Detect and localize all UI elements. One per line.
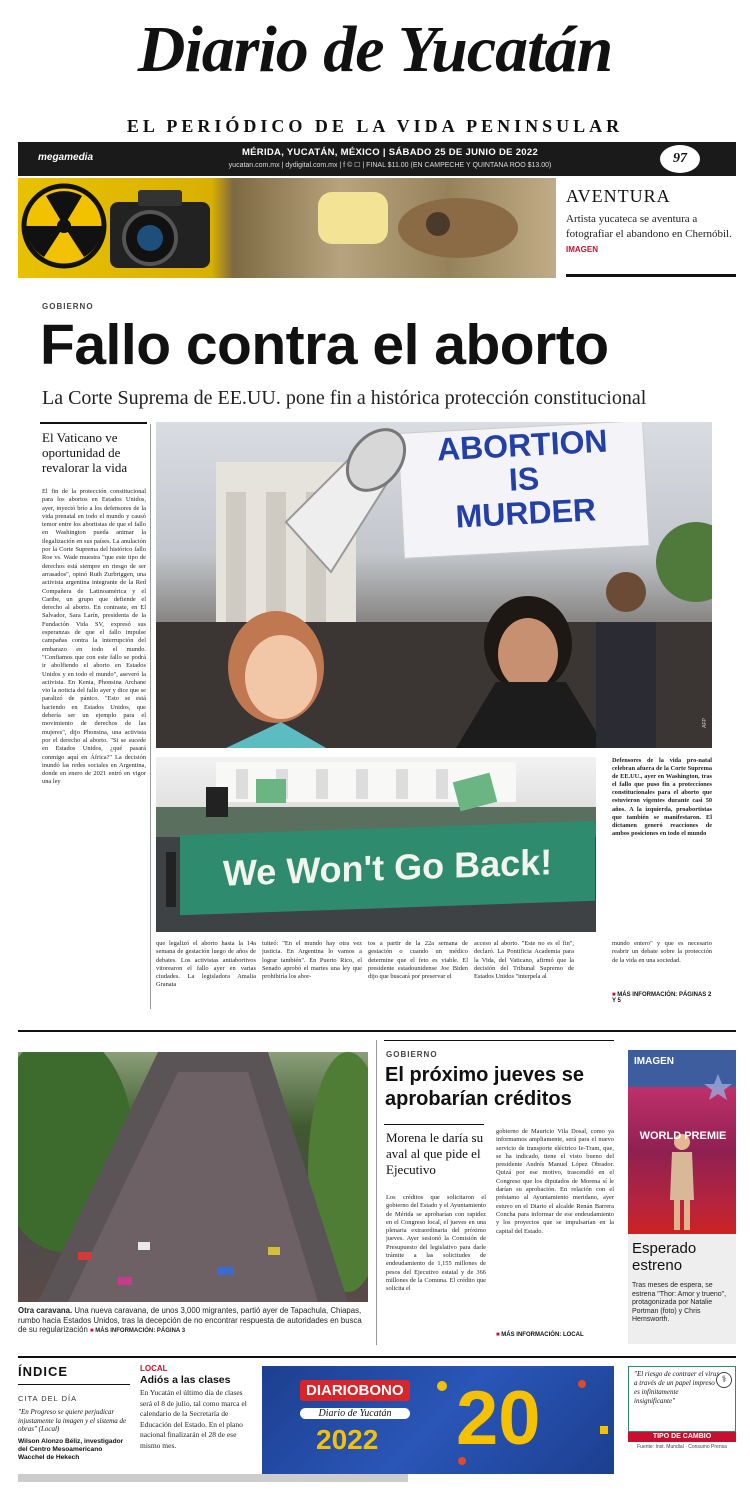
cita-author: Wilson Alonzo Béliz, investigador del Centro Mesoamericano Wacchel de Hekech <box>18 1438 124 1461</box>
cita-label: CITA DEL DÍA <box>18 1394 78 1403</box>
teaser-tag: IMAGEN <box>566 245 598 254</box>
section-rule <box>18 1030 736 1032</box>
story2-col-1: Los créditos que solicitaron el gobierno del Estado y el Ayuntamiento de Mérida se aprobarían con rapidez en el Congreso local, el jueves en una plenaria extraordinaria del próximo jueves. Ayer sesionó la Comisión de Presupuesto del legislativo para darle trámite a las solicitudes de endeudamiento de 1,155 millones de pesos del Ejecutivo estatal y de 366 millones de la Comuna. El crédito que solicita el <box>386 1194 486 1293</box>
photo-credit: AFP <box>701 718 708 728</box>
imagen-title[interactable]: Esperado estreno <box>632 1240 697 1274</box>
tipo-label[interactable]: TIPO DE CAMBIO <box>628 1432 736 1442</box>
imagen-scene <box>628 1050 736 1234</box>
dateline: MÉRIDA, YUCATÁN, MÉXICO | SÁBADO 25 DE JUNIO DE 2022 <box>241 147 539 158</box>
tipo-quote: "El riesgo de contraer el virus a través de un papel impreso es infinitamente insignificante" <box>634 1370 720 1405</box>
local-title[interactable]: Adiós a las clases <box>140 1374 231 1386</box>
caravan-caption-text: Una nueva caravana, de unos 3,000 migrantes, partió ayer de Tapachula, Chiapas, rumbo hacia Estados Unidos, tras la decepción de no encontrar respuesta de autoridades en busca de su regularización <box>18 1306 362 1335</box>
col-divider <box>150 424 151 1009</box>
local-label[interactable]: LOCAL <box>140 1364 168 1373</box>
sign-text <box>401 422 646 536</box>
ad-script: Diario de Yucatán <box>300 1408 410 1419</box>
story2-sub-rule <box>384 1124 484 1125</box>
teaser-text-body: Artista yucateca se aventura a fotografiar el abandono en Chernóbil. <box>566 213 732 240</box>
lead-sidebar-rule <box>40 422 147 424</box>
teaser-photo[interactable] <box>18 178 556 278</box>
lead-bottom-col-5: mundo entero" y que es necesario reabrir un debate sobre la protección de la vida en una sociedad. <box>612 940 712 964</box>
imagen-text: Tras meses de espera, se estrena "Thor: Amor y trueno", protagonizada por Natalie Portman (foto) y Chris Hemsworth. <box>632 1282 727 1324</box>
sign-line-2: IS <box>507 460 541 498</box>
lead-headline[interactable]: Fallo contra el aborto <box>40 313 609 377</box>
cita-quote: "En Progreso se quiere perjudicar injustamente la imagen y el sistema de obras" (Local) <box>18 1408 127 1433</box>
sidebar-title[interactable]: El Vaticano ve oportunidad de revalorar la vida <box>42 430 128 475</box>
story2-rule <box>384 1040 614 1041</box>
imagen-backdrop-text: WORLD PREMIE <box>639 1130 727 1142</box>
lead-col1: El fin de la protección constitucional para los abortos en Estados Unidos, ayer, inyectó brío a los defensores de la vida prenatal en todo el mundo y causó temor entre los abortistas de que el fallo en Washington pueda animar la ilegalización en sus países. La anulación por la Corte Suprema del histórico fallo Roe vs. Wade muestra "que este tipo de derechos está siempre en riesgo de ser arrasados", opinó Ruth Zurbriggen, una activista argentina integrante de la Red Compañera de Latinoamérica y el Caribe, un grupo que defiende el derecho al aborto. En contraste, en El Salvador, Sara Larín, presidenta de la Fundación Vida SV, expresó sus esperanzas de que el fallo impulse campañas contra la interrupción del embarazo en todo el mundo. "Confiamos que con este fallo se podrá ir abolfiendo el aborto en Estados Unidos y en todo el mundo", aseveró la activista. En Kenia, Phonsina Archane vio la noticia del fallo ayer y dice que se paralizó de pánico. "Esto se está haciendo en Estados Unidos, que debería ser un ejemplo para el movimiento de derechos de las mujeres", dijo Phonsina, una activista por el derecho al aborto. "Si se sucede en Estados Unidos, ¿qué pasará conmigo aquí en África?" La decisión inundó las redes sociales en Argentina, donde en enero de 2021 entró en vigor una ley <box>42 488 146 786</box>
lead-bottom-col-4: acceso al aborto. "Este no es el fin", declaró. La Pontificia Academia para la Vida, del Vaticano, afirmó que la decisión del Tribunal Supremo de Estados Unidos "interpela al <box>474 940 574 981</box>
story2-divider <box>376 1040 377 1345</box>
lead-more-info[interactable]: ■ MÁS INFORMACIÓN: PÁGINAS 2 Y 5 <box>612 992 712 1004</box>
caravan-more-info[interactable]: MÁS INFORMACIÓN: PÁGINA 3 <box>95 1328 186 1335</box>
bottom-gray-bar <box>18 1474 408 1482</box>
indice-title[interactable]: ÍNDICE <box>18 1364 69 1379</box>
teaser-text[interactable] <box>566 212 736 257</box>
story2-headline[interactable]: El próximo jueves se aprobarían créditos <box>385 1064 584 1110</box>
story2-more[interactable]: ■ MÁS INFORMACIÓN: LOCAL <box>496 1332 584 1338</box>
lead-more-info-text: MÁS INFORMACIÓN: PÁGINAS 2 Y 5 <box>612 992 712 1004</box>
photo-caption: Defensores de la vida pro-natal celebran afuera de la Corte Suprema de EE.UU., ayer en Washington, tras el fallo que puso fin a protecciones constitucionales para el aborto que estuvieron vigentes durante casi 50 años. A la izquierda, proabortistas que también se manifestaron. El dictamen generó reacciones de ambos posiciones en todo el mundo <box>612 757 712 837</box>
bottom-rule <box>18 1356 736 1358</box>
story2-col-2: gobierno de Mauricio Vila Dosal, como ya informamos ampliamente, será para el nuevo servicio de transporte eléctrico Ie-Tram, que, se ha indicado, tiene el visto bueno del presidente Andrés Manuel López Obrador. Quizá por ese motivo, trascendió en el Congreso que los diputados de Morena sí le darían su aprobación. En relación con el préstamo al Ayuntamiento meridano, ayer estuvo en el Diario el alcalde Renán Barrera Concha para informar de ese endeudamiento y los proyectos que se impulsarían en la capital del Estado. <box>496 1128 614 1235</box>
masthead-title[interactable]: Diario de Yucatán <box>137 13 613 86</box>
publisher-logo: megamedia <box>38 152 94 163</box>
lead-deck[interactable]: La Corte Suprema de EE.UU. pone fin a histórica protección constitucional <box>42 387 647 409</box>
edition-badge: 97 <box>660 145 700 173</box>
imagen-photo[interactable] <box>628 1050 736 1234</box>
teaser-underline <box>566 274 736 277</box>
story2-sub[interactable]: Morena le daría su aval al que pide el Ejecutivo <box>386 1130 484 1177</box>
tipo-source: Fuente: Inst. Mundial · Consumo Prensa <box>637 1444 727 1450</box>
ad-big-number: 20 <box>456 1376 541 1461</box>
lead-bottom-col-1: que legalizó el aborto hasta la 14a semana de gestación luego de años de debates. Los activistas antiabortivos vitorearon el fallo ayer en varias ciudades. La legisladora Amalia Granata <box>156 940 256 989</box>
sign-line-3: MURDER <box>454 491 597 535</box>
caravan-caption-bold: Otra caravana. <box>18 1306 73 1315</box>
story2-section: GOBIERNO <box>386 1050 438 1059</box>
ad-brand: DIARIOBONO <box>300 1380 410 1401</box>
ad-year: 2022 <box>316 1424 379 1455</box>
teaser-kicker[interactable]: AVENTURA <box>566 186 671 206</box>
teaser-illustration <box>18 178 556 278</box>
lead-bottom-col-3: tos a partir de la 22a semana de gestación o cuando un médico determine que el feto es viable. El presidente estadounidense Joe Biden dijo que buscará por preservar el <box>368 940 468 981</box>
story2-more-text: MÁS INFORMACIÓN: LOCAL <box>501 1332 584 1338</box>
masthead-subtitle: EL PERIÓDICO DE LA VIDA PENINSULAR <box>126 116 624 136</box>
caravan-photo[interactable] <box>18 1052 368 1302</box>
local-text: En Yucatán el último día de clases será el 8 de julio, tal como marca el calendario de la Secretaría de Educación del Estado. En el plano nacional finalizarán el 28 de ese mismo mes. <box>140 1388 247 1450</box>
indice-rule <box>18 1384 130 1385</box>
caravan-caption: Otra caravana. Una nueva caravana, de unos 3,000 migrantes, partió ayer de Tapachula, Chiapas, rumbo hacia Estados Unidos, tras la decepción de no encontrar respuesta de autoridades en busca de su regularización ■ MÁS INFORMACIÓN: PÁGINA 3 <box>18 1306 362 1335</box>
protest-banner: We Won't Go Back! <box>180 821 595 915</box>
imagen-label[interactable]: IMAGEN <box>634 1056 674 1067</box>
caravan-scene <box>18 1052 368 1302</box>
urls-price[interactable]: yucatan.com.mx | dydigital.com.mx | f © ☐ | FINAL $11.00 (EN CAMPECHE Y QUINTANA ROO $13.00) <box>228 162 552 169</box>
lead-bottom-col-2: tuiteó: "En el mundo hay otra vez justicia. En Argentina lo vamos a lograr también". En Puerto Rico, el Senado aprobó el martes una ley que prohibiría los abor- <box>262 940 362 981</box>
lead-section: GOBIERNO <box>42 302 94 311</box>
who-icon: ⚕ <box>716 1372 732 1388</box>
sign-line-1: ABORTION <box>436 422 609 468</box>
